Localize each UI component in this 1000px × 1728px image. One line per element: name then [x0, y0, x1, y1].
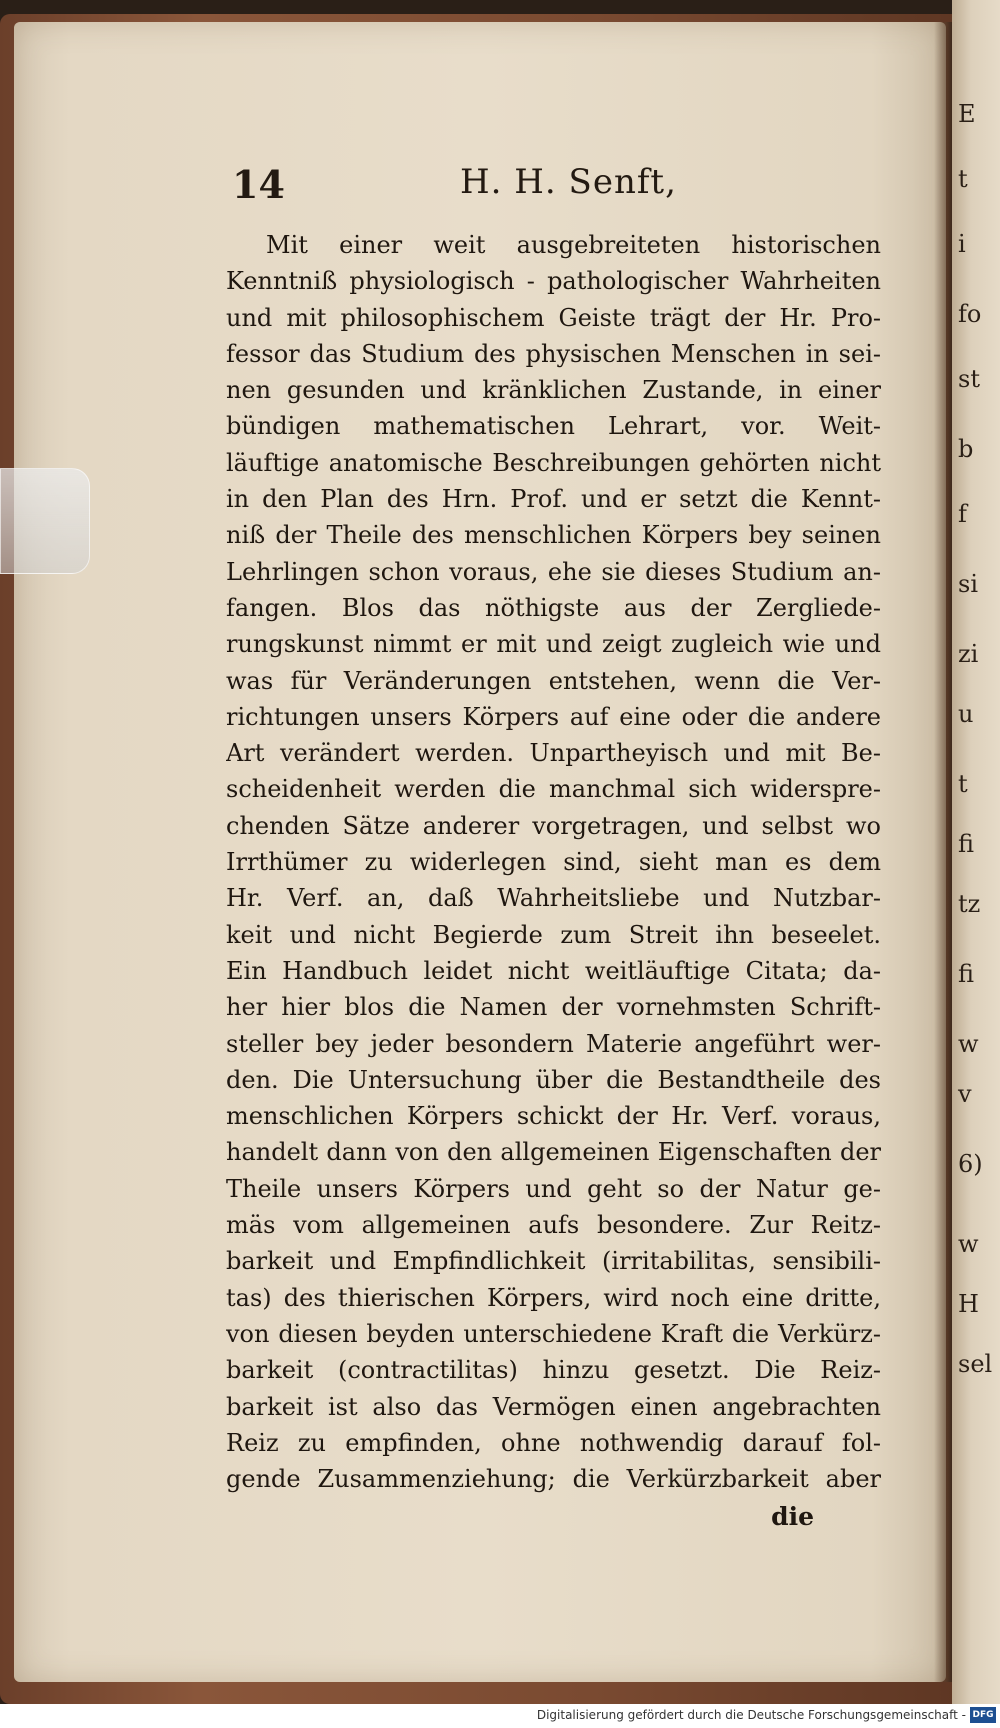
text-line: nen gesunden und kränklichen Zustande, in einer — [226, 376, 881, 405]
text-line: Theile unsers Körpers und geht so der Natur ge- — [226, 1174, 881, 1203]
text-line: barkeit und Empfindlichkeit (irritabilitas, sensibili- — [226, 1247, 881, 1276]
text-line: fangen. Blos das nöthigste aus der Zergliede- — [226, 593, 881, 622]
facing-page-fragment: fo — [958, 300, 982, 328]
text-line: in den Plan des Hrn. Prof. und er setzt die Kennt- — [226, 485, 881, 514]
facing-page-fragment: si — [958, 570, 978, 598]
text-line: Kenntniß physiologisch - pathologischer Wahrheiten — [226, 267, 881, 296]
funding-credit: Digitalisierung gefördert durch die Deutsche Forschungsgemeinschaft - — [536, 1708, 966, 1722]
text-line: her hier blos die Namen der vornehmsten Schrift- — [226, 993, 881, 1022]
text-line: menschlichen Körpers schickt der Hr. Verf. voraus, — [226, 1102, 881, 1131]
text-line: läuftige anatomische Beschreibungen gehörten nicht — [226, 448, 881, 477]
text-line: chenden Sätze anderer vorgetragen, und selbst wo — [226, 811, 881, 840]
facing-page-fragment: st — [958, 365, 980, 393]
text-line: keit und nicht Begierde zum Streit ihn beseelet. — [226, 920, 881, 949]
text-line: mäs vom allgemeinen aufs besondere. Zur Reitz- — [226, 1211, 881, 1240]
text-line: barkeit ist also das Vermögen einen angebrachten — [226, 1392, 881, 1421]
text-line: und mit philosophischem Geiste trägt der Hr. Pro- — [226, 303, 881, 332]
facing-page-fragment: E — [958, 100, 976, 128]
book-page — [14, 22, 946, 1682]
text-line: handelt dann von den allgemeinen Eigenschaften der — [226, 1138, 881, 1167]
facing-page-fragment: t — [958, 770, 968, 798]
footer-bar — [0, 1704, 1000, 1728]
text-line: was für Veränderungen entstehen, wenn die Ver- — [226, 666, 881, 695]
page-number: 14 — [232, 162, 285, 207]
text-line: richtungen unsers Körpers auf eine oder die andere — [226, 702, 881, 731]
running-head-title: H. H. Senft, — [460, 162, 677, 202]
text-line: steller bey jeder besondern Materie angeführt wer- — [226, 1029, 881, 1058]
text-line: Lehrlingen schon voraus, ehe sie dieses Studium an- — [226, 557, 881, 586]
facing-page-fragment: f — [958, 500, 967, 528]
catchword: die — [771, 1502, 814, 1531]
page-clamp — [0, 468, 90, 574]
text-line: niß der Theile des menschlichen Körpers bey seinen — [226, 521, 881, 550]
facing-page-fragment: v — [958, 1080, 972, 1108]
facing-page-fragment: zi — [958, 640, 979, 668]
facing-page-fragment: fi — [958, 830, 975, 858]
facing-page-fragment: w — [958, 1230, 979, 1258]
text-line: Reiz zu empfinden, ohne nothwendig darauf fol- — [226, 1428, 881, 1457]
facing-page-fragment: tz — [958, 890, 981, 918]
dfg-logo: DFG — [970, 1707, 996, 1723]
running-head — [232, 162, 882, 212]
text-line: Irrthümer zu widerlegen sind, sieht man es dem — [226, 848, 881, 877]
text-line: Art verändert werden. Unpartheyisch und mit Be- — [226, 739, 881, 768]
facing-page-fragment: u — [958, 700, 974, 728]
text-line: scheidenheit werden die manchmal sich widerspre- — [226, 775, 881, 804]
text-line: bündigen mathematischen Lehrart, vor. Weit- — [226, 412, 881, 441]
text-line: den. Die Untersuchung über die Bestandtheile des — [226, 1065, 881, 1094]
text-line: tas) des thierischen Körpers, wird noch eine dritte, — [226, 1283, 881, 1312]
facing-page-fragment: 6) — [958, 1150, 983, 1178]
text-line: rungskunst nimmt er mit und zeigt zugleich wie und — [226, 630, 881, 659]
text-line: gende Zusammenziehung; die Verkürzbarkeit aber — [226, 1465, 881, 1494]
facing-page-fragment: fi — [958, 960, 975, 988]
facing-page-fragment: H — [958, 1290, 979, 1318]
facing-page-fragment: b — [958, 435, 974, 463]
facing-page-fragment: i — [958, 230, 966, 258]
facing-page-fragment: w — [958, 1030, 979, 1058]
facing-page-fragment: sel — [958, 1350, 993, 1378]
text-line: barkeit (contractilitas) hinzu gesetzt. Die Reiz- — [226, 1356, 881, 1385]
facing-page-edge — [952, 0, 1000, 1720]
text-line: Hr. Verf. an, daß Wahrheitsliebe und Nutzbar- — [226, 884, 881, 913]
text-line: Mit einer weit ausgebreiteten historischen — [266, 231, 881, 259]
facing-page-fragment: t — [958, 165, 968, 193]
page-body-text — [226, 227, 881, 1497]
text-line: von diesen beyden unterschiedene Kraft die Verkürz- — [226, 1319, 881, 1348]
text-line: Ein Handbuch leidet nicht weitläuftige Citata; da- — [226, 956, 881, 985]
text-line: fessor das Studium des physischen Menschen in sei- — [226, 339, 881, 368]
